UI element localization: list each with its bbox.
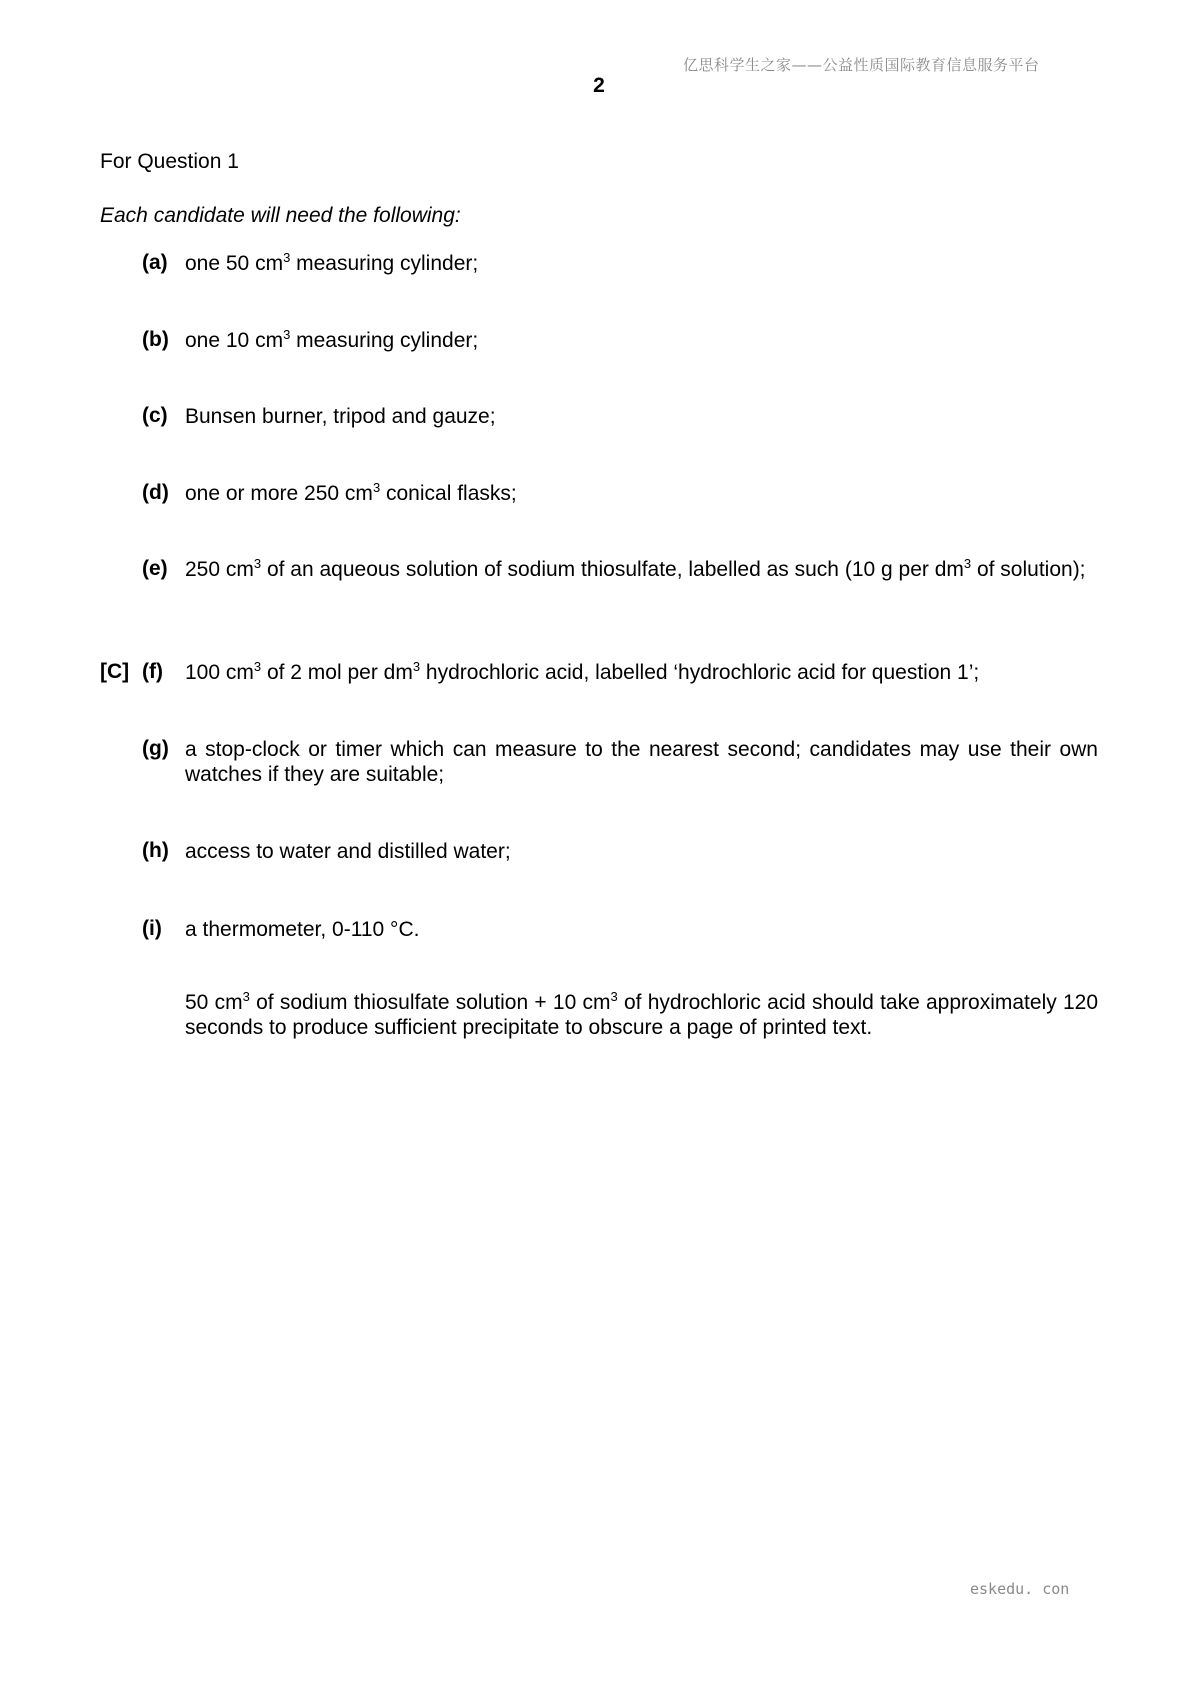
item-letter: (e) <box>142 557 168 580</box>
timing-note: 50 $cm^3$ of sodium thiosulfate solution + 10 $cm^3$ of hydrochloric acid should take approximately 120 seconds to produce sufficient precipitate to obscure a page of printed text. <box>185 989 1099 1039</box>
item-text: Bunsen burner, tripod and gauze; <box>185 405 496 428</box>
item-text: a thermometer, 0-110 °C. <box>185 918 420 941</box>
footer-site: eskedu. con <box>970 1580 1070 1598</box>
item-text: access to water and distilled water; <box>185 840 511 863</box>
header-watermark: 亿思科学生之家——公益性质国际教育信息服务平台 <box>683 56 1040 74</box>
item-letter: (c) <box>142 404 168 427</box>
item-text: 250 $cm^3$ of an aqueous solution of sodium thiosulfate, labelled as such (10 g per $dm^3$ of solution); <box>185 556 1086 581</box>
item-letter: (d) <box>142 481 169 504</box>
item-letter: (a) <box>142 251 168 274</box>
section-heading: For Question 1 <box>100 150 239 173</box>
item-letter: (g) <box>142 737 169 760</box>
intro-text: Each candidate will need the following: <box>100 204 461 227</box>
item-text: one 50 $cm^3$ measuring cylinder; <box>185 250 479 275</box>
item-letter: (b) <box>142 328 169 351</box>
item-letter: (h) <box>142 839 169 862</box>
item-text: one 10 $cm^3$ measuring cylinder; <box>185 327 479 352</box>
item-letter: (i) <box>142 917 162 940</box>
item-text: a stop-clock or timer which can measure to the nearest second; candidates may use their own watches if they are suitable; <box>185 738 1098 786</box>
item-text: 100 $cm^3$ of 2 mol per $dm^3$ hydrochloric acid, labelled ‘hydrochloric acid for question 1’; <box>185 659 980 684</box>
page-number: 2 <box>593 74 605 97</box>
item-letter: (f) <box>142 660 163 683</box>
core-marker: [C] <box>100 660 130 683</box>
item-text: one or more 250 $cm^3$ conical flasks; <box>185 480 517 505</box>
